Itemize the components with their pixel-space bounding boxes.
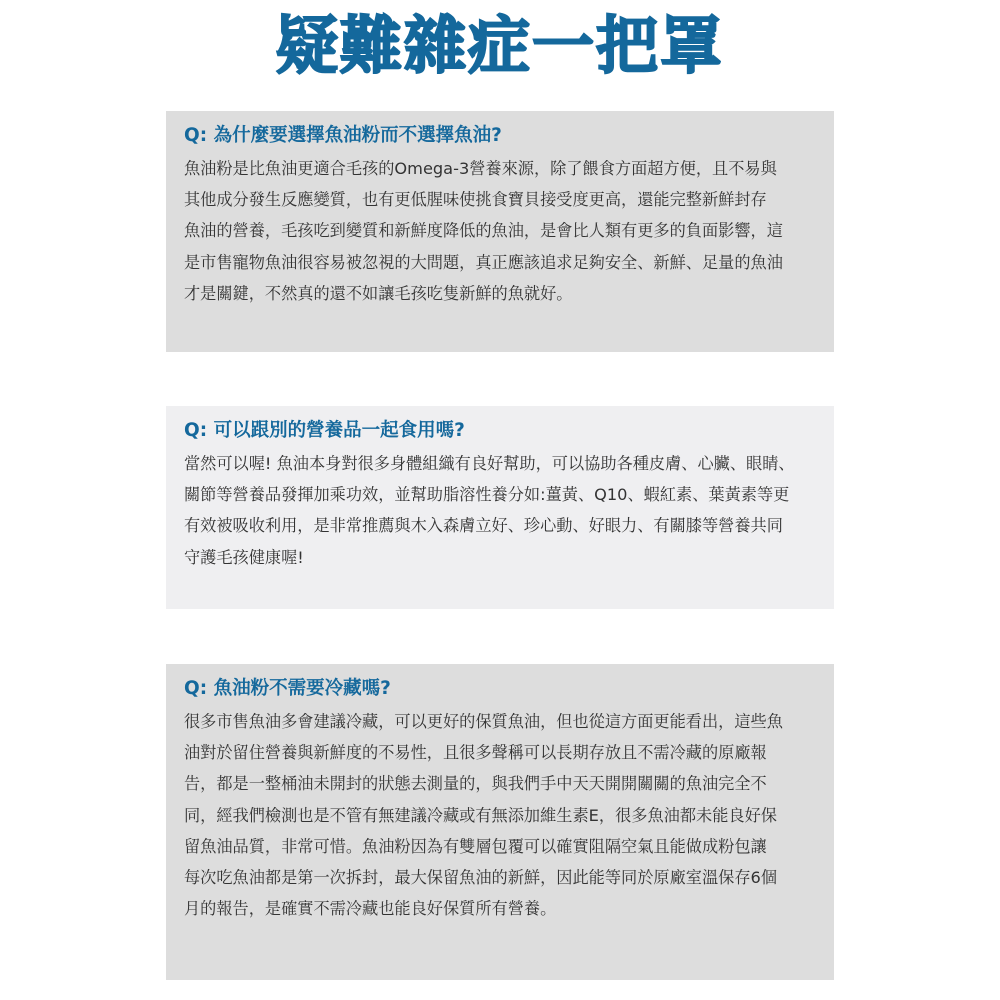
faq-item-refrigeration [166,664,834,980]
faq-answer [184,706,816,924]
answer-line: 同，經我們檢測也是不管有無建議冷藏或有無添加維生素E，很多魚油都未能良好保 [184,805,777,825]
faq-question: Q: 為什麼要選擇魚油粉而不選擇魚油? [184,125,502,146]
answer-line: 很多市售魚油多會建議冷藏，可以更好的保質魚油，但也從這方面更能看出，這些魚 [184,712,783,731]
answer-line: 守護毛孩健康喔! [184,547,304,567]
page-title: 疑難雜症一把罩 [275,9,724,82]
faq-item-combine-supplements [166,406,834,609]
answer-line: 有效被吸收利用，是非常推薦與木入森膚立好、珍心動、好眼力、有關膝等營養共同 [184,516,783,536]
answer-line: 告，都是一整桶油未開封的狀態去測量的，與我們手中天天開開關關的魚油完全不 [184,774,767,794]
answer-line: 關節等營養品發揮加乘功效，並幫助脂溶性養分如:薑黃、Q10、蝦紅素、葉黃素等更 [184,485,790,505]
answer-line: 油對於留住營養與新鮮度的不易性，且很多聲稱可以長期存放且不需冷藏的原廠報 [184,743,767,763]
answer-line: 每次吃魚油都是第一次拆封，最大保留魚油的新鮮，因此能等同於原廠室溫保存6個 [184,868,778,888]
answer-line: 留魚油品質，非常可惜。魚油粉因為有雙層包覆可以確實阻隔空氣且能做成粉包讓 [184,836,767,856]
faq-answer [184,153,816,309]
faq-question: Q: 可以跟別的營養品一起食用嗎? [184,420,465,441]
answer-line: 魚油粉是比魚油更適合毛孩的Omega-3營養來源，除了餵食方面超方便，且不易與 [184,159,777,178]
answer-line: 月的報告，是確實不需冷藏也能良好保質所有營養。 [184,899,557,919]
faq-item-fish-oil-powder-vs-oil [166,111,834,352]
faq-question: Q: 魚油粉不需要冷藏嗎? [184,678,391,699]
answer-line: 其他成分發生反應變質，也有更低腥味使挑食寶貝接受度更高，還能完整新鮮封存 [184,190,767,210]
answer-line: 魚油的營養，毛孩吃到變質和新鮮度降低的魚油，是會比人類有更多的負面影響，這 [184,221,783,241]
answer-line: 是市售寵物魚油很容易被忽視的大問題，真正應該追求足夠安全、新鮮、足量的魚油 [184,252,783,272]
answer-line: 才是關鍵，不然真的還不如讓毛孩吃隻新鮮的魚就好。 [184,283,573,303]
answer-line: 當然可以喔! 魚油本身對很多身體組織有良好幫助，可以協助各種皮膚、心臟、眼睛、 [184,454,795,473]
faq-answer [184,448,816,573]
